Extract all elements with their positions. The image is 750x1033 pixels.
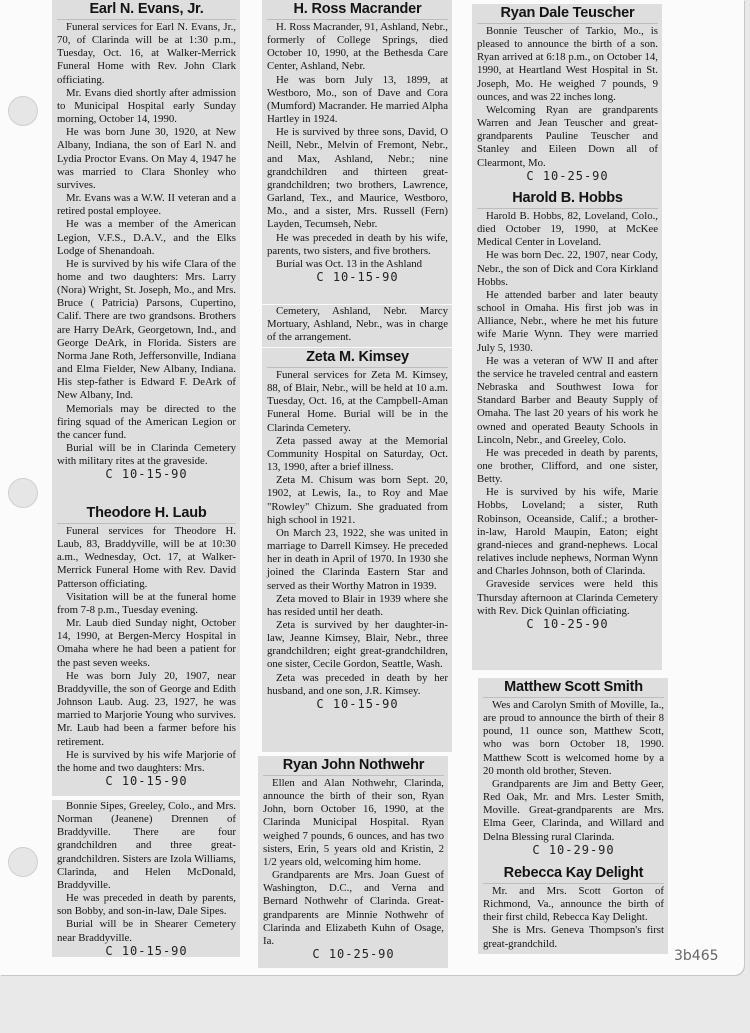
- page-number: 3b465: [674, 948, 719, 964]
- obituary-harold-b-hobbs: [472, 189, 662, 670]
- obituary-h-ross-macrander-continued: [262, 305, 452, 347]
- clipping-paragraph: Visitation will be at the funeral home from 7-8 p.m., Tuesday evening.: [57, 590, 236, 616]
- clipping-paragraph: He was preceded in death by his wife, parents, two sisters, and five brothers.: [267, 231, 448, 257]
- handwritten-date: C 10-25-90: [526, 616, 609, 631]
- clipping-headline: Theodore H. Laub: [86, 505, 207, 521]
- obituary-earl-n-evans: [52, 0, 240, 504]
- clipping-paragraph: Burial will be in Clarinda Cemetery with military rites at the graveside.: [57, 442, 236, 468]
- clipping-paragraph: He was preceded in death by parents, one brother, Clifford, and one sister, Betty.: [477, 446, 658, 486]
- clipping-paragraph: Wes and Carolyn Smith of Moville, Ia., are proud to announce the birth of their 8 pound, 11 ounce son, Matthew Scott, who was born October 18, 1990. Matthew Scott is welcomed home by a 20 month old brother, Steven.: [483, 699, 664, 777]
- clipping-paragraph: He is survived by his wife Clara of the home and two daughters: Mrs. Larry (Nora) Wright, St. Joseph, Mo., and Mrs. Bruce ( Patricia) Parsons, Cupertino, Calif. There are two grandsons. Brothers are Harry DeArk, Georgetown, Ind., and George DeArk, in Florida. Sisters are Norma Jane Roth, Jeffersonville, Indiana and Elma Fielder, New Albany, Indiana. His step-father is Edward F. DeArk of New Albany, Ind.: [57, 257, 236, 402]
- clipping-paragraph: Mr. Evans died shortly after admission to Municipal Hospital early Sunday morning, October 14, 1990.: [57, 86, 236, 126]
- divider: [477, 208, 658, 209]
- clipping-paragraph: He was born June 30, 1920, at New Albany, Indiana, the son of Earl N. and Lydia Proctor Evans. On May 4, 1947 he was married to Clara Shonley who survives.: [57, 126, 236, 191]
- clipping-paragraph: He is survived by his wife, Marie Hobbs, Loveland; a sister, Ruth Robinson, Oceanside, Calif.; a brother-in-law, Harold Maupin, Eaton; eight grand-nieces and grand-nephews. Local relatives include nephews, Norman Wynn and Charles Johnson, both of Clarinda.: [477, 486, 658, 578]
- birth-announcement-rebecca-kay-delight: [478, 864, 668, 954]
- divider: [263, 775, 444, 776]
- clipping-paragraph: Memorials may be directed to the firing squad of the American Legion or the cancer fund.: [57, 402, 236, 441]
- handwritten-date: C 10-15-90: [105, 773, 188, 788]
- handwritten-date: C 10-15-90: [316, 269, 399, 284]
- clipping-paragraph: Mr. and Mrs. Scott Gorton of Richmond, Va., announce the birth of their first child, Rebecca Kay Delight.: [483, 885, 664, 924]
- clipping-paragraph: On March 23, 1922, she was united in marriage to Darrell Kimsey. He preceded her in death in April of 1970. In 1930 she joined the Clarinda Eastern Star and served as their Worthy Matron in 1939.: [267, 526, 448, 592]
- clipping-paragraph: Ellen and Alan Nothwehr, Clarinda, announce the birth of their son, Ryan John, born October 16, 1990, at the Clarinda Municipal Hospital. Ryan weighed 7 pounds, 6 ounces, and has two sisters, Erin, 5 years old and Kristin, 2 1/2 years old, welcoming him home.: [263, 777, 444, 868]
- clipping-headline: Zeta M. Kimsey: [306, 349, 409, 365]
- clipping-paragraph: Funeral services for Earl N. Evans, Jr., 70, of Clarinda will be at 1:30 p.m., Tuesday, Oct. 16, at Walker-Merrick Funeral Home with Rev. John Clark officiating.: [57, 21, 236, 86]
- clipping-paragraph: He was preceded in death by parents, son Bobby, and son-in-law, Dale Sipes.: [57, 892, 236, 918]
- birth-announcement-ryan-john-nothwehr: [258, 756, 448, 968]
- handwritten-date: C 10-25-90: [526, 168, 609, 183]
- handwritten-date: C 10-15-90: [105, 467, 188, 482]
- divider: [477, 23, 658, 24]
- clipping-paragraph: He is survived by three sons, David, O Neill, Nebr., Melvin of Fremont, Nebr., and Max, Ashland, Nebr.; nine grandchildren and thirteen great-grandchildren; two brothers, Lawrence, Garland, Tex., and Maurice, Westboro, Mo., and a sister, Mrs. Russell (Fern) Layden, Tecumseh, Nebr.: [267, 126, 448, 231]
- clipping-paragraph: He was a veteran of WW II and after the service he traveled central and eastern Nebraska and Southwest Iowa for Standard Barber and Beauty Supply of Omaha. The last 20 years of his work he owned and operated Beauty Schools in Lincoln, Nebr., and Greeley, Colo.: [477, 354, 658, 446]
- divider: [57, 19, 236, 20]
- obituary-theodore-h-laub-continued: [52, 800, 240, 957]
- handwritten-date: C 10-15-90: [105, 943, 188, 957]
- divider: [267, 367, 448, 368]
- clipping-paragraph: Funeral services for Theodore H. Laub, 83, Braddyville, will be at 10:30 a.m., Wednesday, Oct. 17, at Walker-Merrick Funeral Home with Rev. David Patterson officiating.: [57, 525, 236, 590]
- obituary-theodore-h-laub: [52, 504, 240, 796]
- divider: [57, 523, 236, 524]
- clipping-paragraph: He was born July 13, 1899, at Westboro, Mo., son of Dave and Cora (Mumford) Macrander. He married Alpha Hartley in 1924.: [267, 73, 448, 126]
- clipping-paragraph: Burial was Oct. 13 in the Ashland: [276, 257, 423, 270]
- divider: [483, 883, 664, 884]
- clipping-headline: Ryan Dale Teuscher: [500, 5, 635, 21]
- clipping-paragraph: Grandparents are Jim and Betty Geer, Red Oak, Mr. and Mrs. Lester Smith, Moville. Great-grandparents are Mrs. Elma Geer, Clarinda, and Willard and Delna Blessing rural Clarinda.: [483, 777, 664, 843]
- clipping-paragraph: Mr. Evans was a W.W. II veteran and a retired postal employee.: [57, 192, 236, 218]
- clipping-headline: H. Ross Macrander: [293, 1, 422, 17]
- punch-hole: [8, 478, 38, 508]
- clipping-headline: Rebecca Kay Delight: [503, 865, 644, 881]
- handwritten-date: C 10-29-90: [532, 842, 615, 857]
- divider: [483, 697, 664, 698]
- clipping-paragraph: Bonnie Teuscher of Tarkio, Mo., is pleased to announce the birth of a son. Ryan arrived at 6:18 p.m., on October 14, 1990, at Heartland West Hospital in St. Joseph, Mo. He weighed 7 pounds, 9 ounces, and was 22 inches long.: [477, 25, 658, 103]
- clipping-paragraph: Bonnie Sipes, Greeley, Colo., and Mrs. Norman (Jeanene) Drennen of Braddyville. There are four grandchildren and three great-grandchildren. Sisters are Izola Williams, Clarinda, and Helen McDonald, Braddyville.: [57, 800, 236, 891]
- birth-announcement-ryan-dale-teuscher: [472, 4, 662, 189]
- clipping-paragraph: Zeta is survived by her daughter-in-law, Jeanne Kimsey, Blair, Nebr., three grandchildren; eight great-grandchildren, one sister, Cecile Gordon, Seattle, Wash.: [267, 618, 448, 671]
- clipping-paragraph: He was born Dec. 22, 1907, near Cody, Nebr., the son of Dick and Cora Kirkland Hobbs.: [477, 249, 658, 288]
- clipping-paragraph: Funeral services for Zeta M. Kimsey, 88, of Blair, Nebr., will be held at 10 a.m. Tuesday, Oct. 16, at the Campbell-Aman Funeral Home. Burial will be in the Clarinda Cemetery.: [267, 369, 448, 434]
- clipping-paragraph: Zeta moved to Blair in 1939 where she has resided until her death.: [267, 592, 448, 618]
- clipping-paragraph: He was a member of the American Legion, V.F.S., D.A.V., and the Elks Lodge of Shenandoah.: [57, 218, 236, 257]
- handwritten-date: C 10-25-90: [312, 947, 395, 962]
- clipping-paragraph: H. Ross Macrander, 91, Ashland, Nebr., formerly of College Springs, died October 10, 1990, at the Bethesda Care Center, Ashland, Nebr.: [267, 21, 448, 73]
- punch-hole: [8, 847, 38, 877]
- clipping-headline: Matthew Scott Smith: [504, 679, 643, 695]
- clipping-paragraph: He was born July 20, 1907, near Braddyville, the son of George and Edith Johnson Laub. Aug. 23, 1927, he was married to Marjorie Young who survives. Mr. Laub had been a farmer before his retirement.: [57, 669, 236, 748]
- obituary-h-ross-macrander: [262, 0, 452, 304]
- clipping-paragraph: Mr. Laub died Sunday night, October 14, 1990, at Bergen-Mercy Hospital in Omaha where he had been a patient for the past seven weeks.: [57, 617, 236, 669]
- clipping-paragraph: Zeta M. Chisum was born Sept. 20, 1902, at Lewis, Ia., to Roy and Mae "Rowley" Chizum. She graduated from high school in 1921.: [267, 474, 448, 526]
- clipping-paragraph: He is survived by his wife Marjorie of the home and two daughters: Mrs.: [57, 748, 236, 774]
- clipping-paragraph: Welcoming Ryan are grandparents Warren and Jean Teuscher and great-grandparents Pauline Teuscher and Stanley and Eileen Down all of Clearmont, Mo.: [477, 103, 658, 169]
- clipping-paragraph: Cemetery, Ashland, Nebr. Marcy Mortuary, Ashland, Nebr., was in charge of the arrangement.: [267, 305, 448, 344]
- clipping-headline: Earl N. Evans, Jr.: [89, 1, 204, 17]
- divider: [267, 19, 448, 20]
- clipping-paragraph: Graveside services were held this Thursday afternoon at Clarinda Cemetery with Rev. Dick Quinlan officiating.: [477, 578, 658, 617]
- clipping-paragraph: He attended barber and later beauty school in Omaha. His first job was in Alliance, Nebr., where he met his future wife Marie Wynn. They were married July 5, 1930.: [477, 288, 658, 354]
- clipping-paragraph: Harold B. Hobbs, 82, Loveland, Colo., died October 19, 1990, at McKee Medical Center in Loveland.: [477, 210, 658, 249]
- birth-announcement-matthew-scott-smith: [478, 678, 668, 864]
- clipping-paragraph: Grandparents are Mrs. Joan Guest of Washington, D.C., and Verna and Bernard Nothwehr of Clarinda. Great-grandparents are Minnie Nothwehr of Clarinda and Elizabeth Kuhn of Osage, Ia.: [263, 869, 444, 947]
- clipping-paragraph: Burial will be in Shearer Cemetery near Braddyville.: [57, 918, 236, 944]
- clipping-paragraph: Zeta was preceded in death by her husband, and one son, J.R. Kimsey.: [267, 671, 448, 697]
- clipping-headline: Ryan John Nothwehr: [282, 757, 425, 773]
- clipping-paragraph: She is Mrs. Geneva Thompson's first great-grandchild.: [483, 924, 664, 950]
- clipping-paragraph: Zeta passed away at the Memorial Community Hospital on Saturday, Oct. 13, 1990, after a brief illness.: [267, 434, 448, 474]
- clipping-headline: Harold B. Hobbs: [512, 190, 623, 206]
- handwritten-date: C 10-15-90: [316, 696, 399, 711]
- punch-hole: [8, 96, 38, 126]
- obituary-zeta-m-kimsey: [262, 348, 452, 752]
